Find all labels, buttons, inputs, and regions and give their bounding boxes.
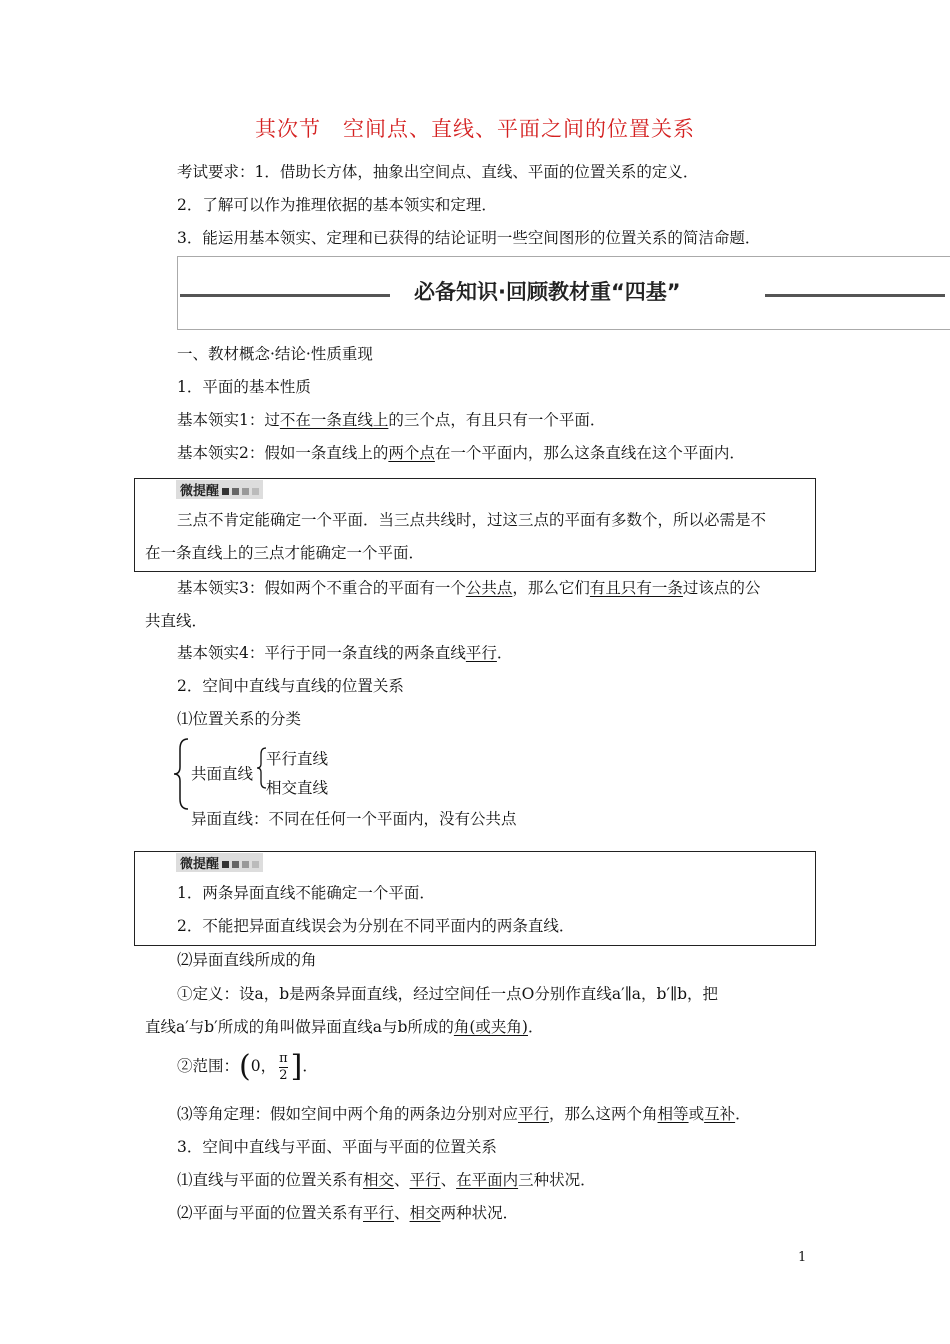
- page-number: 1: [798, 1250, 807, 1265]
- subsection-heading-2: 2．空间中直线与直线的位置关系: [177, 677, 404, 695]
- tip-2-line-2: 2．不能把异面直线误会为分别在不同平面内的两条直线．: [177, 917, 575, 935]
- requirement-3: 3．能运用基本领实、定理和已获得的结论证明一些空间图形的位置关系的简洁命题．: [177, 229, 761, 247]
- section-heading: 一、教材概念·结论·性质重现: [177, 345, 373, 363]
- tip-2-line-1: 1．两条异面直线不能确定一个平面．: [177, 884, 435, 902]
- tip-1-line-1: 三点不肯定能确定一个平面．当三点共线时，过这三点的平面有多数个，所以必需是不: [177, 511, 767, 529]
- classification-heading: ⑴位置关系的分类: [177, 710, 302, 728]
- parallel-lines: 平行直线: [266, 750, 329, 768]
- equal-angle-theorem: ⑶等角定理：假如空间中两个角的两条边分别对应平行，那么这两个角相等或互补．: [177, 1105, 751, 1123]
- banner-left-rule: [180, 294, 390, 297]
- angle-range: ②范围：(0， $\frac{\pi}{2}$ ]．: [177, 1049, 318, 1084]
- skew-lines: 异面直线：不同在任何一个平面内，没有公共点: [191, 810, 517, 828]
- section-banner: 必备知识·回顾教材重“四基”: [414, 280, 681, 304]
- definition-line-2: 直线a′与b′所成的角叫做异面直线a与b所成的角(或夹角)．: [145, 1018, 544, 1036]
- line-plane-relation: ⑴直线与平面的位置关系有相交、平行、在平面内三种状况．: [177, 1171, 596, 1189]
- tip-label: 微提醒: [176, 480, 263, 499]
- axiom-2: 基本领实2：假如一条直线上的两个点在一个平面内，那么这条直线在这个平面内．: [177, 444, 745, 462]
- page-title: 其次节 空间点、直线、平面之间的位置关系: [255, 117, 695, 141]
- subsection-heading-3: 3．空间中直线与平面、平面与平面的位置关系: [177, 1138, 497, 1156]
- axiom-4: 基本领实4：平行于同一条直线的两条直线平行．: [177, 644, 513, 662]
- tip-label-2: 微提醒: [176, 853, 263, 872]
- banner-right-rule: [765, 294, 945, 297]
- plane-plane-relation: ⑵平面与平面的位置关系有平行、相交两种状况．: [177, 1204, 519, 1222]
- skew-angle-heading: ⑵异面直线所成的角: [177, 951, 317, 969]
- tip-1-line-2: 在一条直线上的三点才能确定一个平面．: [145, 544, 425, 562]
- outer-brace: [172, 737, 192, 811]
- intersecting-lines: 相交直线: [266, 779, 329, 797]
- requirement-2: 2．了解可以作为推理依据的基本领实和定理．: [177, 196, 497, 214]
- definition-line-1: ①定义：设a，b是两条异面直线，经过空间任一点O分别作直线a′∥a，b′∥b，把: [177, 985, 719, 1003]
- axiom-1: 基本领实1：过不在一条直线上的三个点，有且只有一个平面．: [177, 411, 606, 429]
- requirement-1: 考试要求：1．借助长方体，抽象出空间点、直线、平面的位置关系的定义．: [177, 163, 699, 181]
- axiom-3-cont: 共直线．: [145, 612, 208, 630]
- subsection-heading: 1．平面的基本性质: [177, 378, 311, 396]
- coplanar-lines: 共面直线: [191, 765, 254, 783]
- axiom-3: 基本领实3：假如两个不重合的平面有一个公共点，那么它们有且只有一条过该点的公: [177, 579, 761, 597]
